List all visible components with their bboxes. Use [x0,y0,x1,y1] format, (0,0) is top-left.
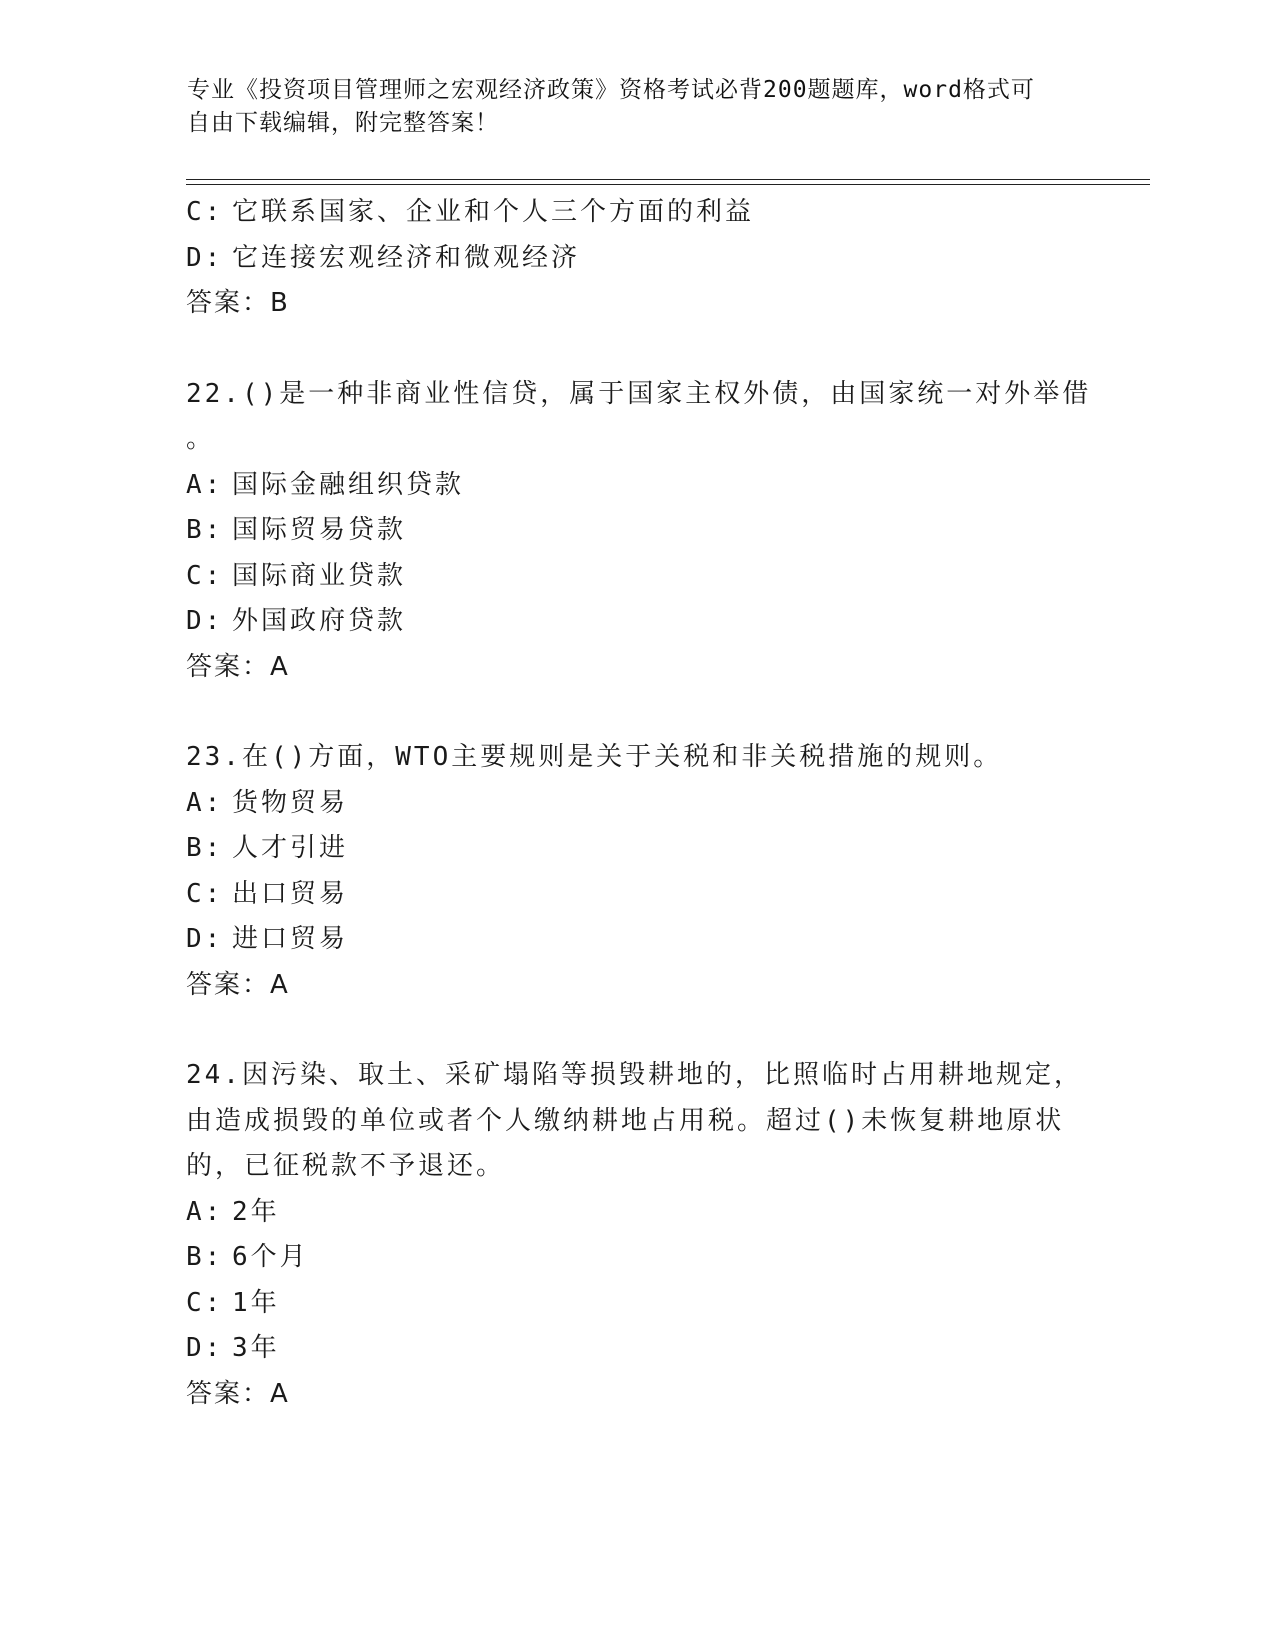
option-c [186,554,1086,600]
option-text: 国际商业贷款 [232,560,407,591]
option-text: 它连接宏观经济和微观经济 [232,242,581,273]
header-line-1: 专业《投资项目管理师之宏观经济政策》资格考试必背200题题库，word格式可 [187,77,1035,103]
option-label: B: [186,515,224,545]
option-a [186,1190,1086,1236]
option-text: 外国政府贷款 [232,606,407,636]
question-text-line: 23.在()方面，WTO主要规则是关于关税和非关税措施的规则。 [186,742,1003,772]
option-b [186,1235,1086,1281]
option-c [186,1281,1086,1327]
option-text: 它联系国家、企业和个人三个方面的利益 [232,197,755,227]
option-label: A: [186,1196,224,1227]
question-24 [186,1053,1086,1417]
option-label: D: [186,242,224,273]
option-text: 2年 [232,1196,280,1227]
option-text: 6个月 [232,1242,309,1272]
answer-line: 答案：A [186,1378,290,1409]
option-text: 进口贸易 [232,924,349,954]
option-text: 国际贸易贷款 [232,515,407,545]
option-text: 国际金融组织贷款 [232,469,465,500]
question-23 [186,735,1086,1008]
option-text: 人才引进 [232,833,349,863]
question-text-line: 。 [186,424,216,454]
answer-line: 答案：A [186,969,290,1000]
option-label: C: [186,1287,224,1318]
option-label: D: [186,1333,224,1363]
question-text-line: 24.因污染、取土、采矿塌陷等损毁耕地的，比照临时占用耕地规定， [186,1060,1083,1090]
option-c [186,190,1086,236]
option-label: B: [186,833,224,863]
option-b [186,826,1086,872]
question-text-line: 的，已征税款不予退还。 [186,1151,506,1181]
question-22 [186,372,1092,691]
option-label: D: [186,924,224,954]
option-label: A: [186,469,224,500]
answer-line: 答案：A [186,651,290,682]
question-21-tail [186,190,1086,327]
option-label: D: [186,606,224,636]
option-label: B: [186,1242,224,1272]
option-text: 货物贸易 [232,787,349,818]
option-a [186,781,1086,827]
option-c [186,872,1086,918]
question-text-line: 22.()是一种非商业性信贷，属于国家主权外债，由国家统一对外举借 [186,378,1092,409]
option-label: C: [186,197,224,227]
option-label: C: [186,878,224,909]
option-d [186,1326,1086,1372]
option-label: C: [186,560,224,591]
option-label: A: [186,787,224,818]
option-a [186,463,1086,509]
option-text: 出口贸易 [232,878,349,909]
option-d [186,599,1086,645]
header-line-2: 自由下载编辑，附完整答案！ [187,110,499,136]
document-header [187,74,1067,140]
question-text-line: 由造成损毁的单位或者个人缴纳耕地占用税。超过()未恢复耕地原状 [186,1105,1065,1136]
question-list [186,190,1092,1417]
option-text: 1年 [232,1287,280,1318]
header-divider-bottom [186,184,1150,185]
option-d [186,917,1086,963]
option-text: 3年 [232,1333,280,1363]
option-b [186,508,1086,554]
option-d [186,236,1086,282]
header-divider-top [186,179,1150,180]
answer-line: 答案：B [186,288,290,318]
